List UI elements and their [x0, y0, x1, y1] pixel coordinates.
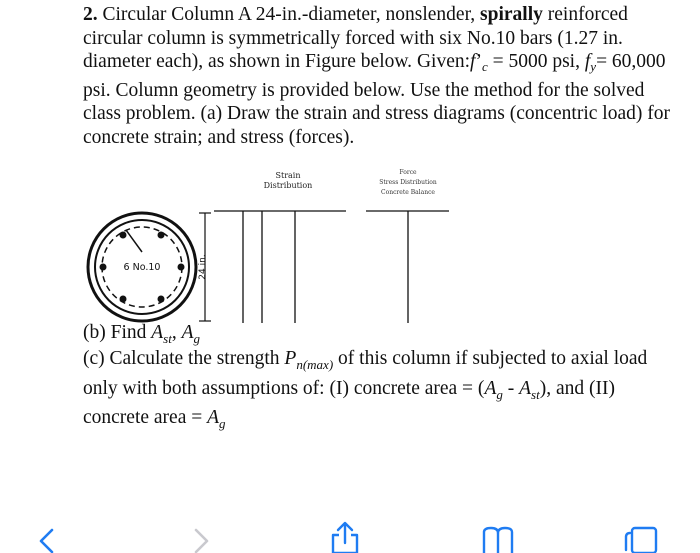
part-a: (a) Draw the strain and stress diagrams (concentric load) for concrete strain; and stress (forces).	[83, 103, 670, 148]
back-button[interactable]	[30, 518, 70, 553]
rebar	[120, 296, 127, 303]
rebar	[158, 296, 165, 303]
book-icon	[478, 518, 518, 553]
force-diagram	[366, 211, 449, 323]
chevron-right-icon	[185, 518, 225, 553]
rebar	[100, 264, 107, 271]
problem-statement: 2. Circular Column A 24-in.-diameter, nonslender, spirally reinforced circular column is symmetrically forced with six No.10 bars (1.27 in. diameter each), as shown in Figure below. $Given:f’_c = 5000$ psi, $f_y= 60,000$ psi. Column geometry is provided below. Use the method for the solved class problem. (a) Draw the strain and stress diagrams (concentric load) for concrete strain; and stress (forces).	[83, 4, 670, 148]
bar-leader-line	[126, 230, 142, 252]
force-label-2: Stress Distribution	[379, 179, 437, 186]
bookmarks-button[interactable]	[478, 518, 518, 553]
forward-button[interactable]	[185, 518, 225, 553]
strain-label-1: Strain	[275, 171, 301, 180]
share-button[interactable]	[325, 518, 365, 553]
strain-diagram	[214, 211, 346, 323]
tabs-icon	[620, 518, 660, 553]
column-cross-section	[88, 213, 196, 321]
bottom-toolbar	[0, 500, 700, 553]
problem-number: 2.	[83, 4, 98, 25]
diameter-dimension	[198, 213, 211, 321]
rebar	[178, 264, 185, 271]
problem-title: Circular Column A	[102, 4, 251, 25]
tabs-button[interactable]	[620, 518, 660, 553]
force-label-1: Force	[399, 169, 417, 176]
strain-label-2: Distribution	[263, 181, 313, 190]
share-icon	[325, 518, 365, 553]
part-c: (c) Calculate the strength $P_{n(max)}$ of this column if subjected to axial load only with both assumptions of: (I) concrete area = $(A_g - A_{st})$, and (II) concrete area = $A_g$	[83, 348, 648, 432]
bars-label: 6 No.10	[123, 262, 161, 273]
part-b: (b) Find $A_{st}$, $A_g$	[83, 322, 201, 346]
chevron-left-icon	[30, 518, 70, 553]
diameter-label: 24 in.	[198, 254, 208, 280]
rebar	[120, 232, 127, 239]
rebar	[158, 232, 165, 239]
force-label-3: Concrete Balance	[381, 189, 435, 196]
